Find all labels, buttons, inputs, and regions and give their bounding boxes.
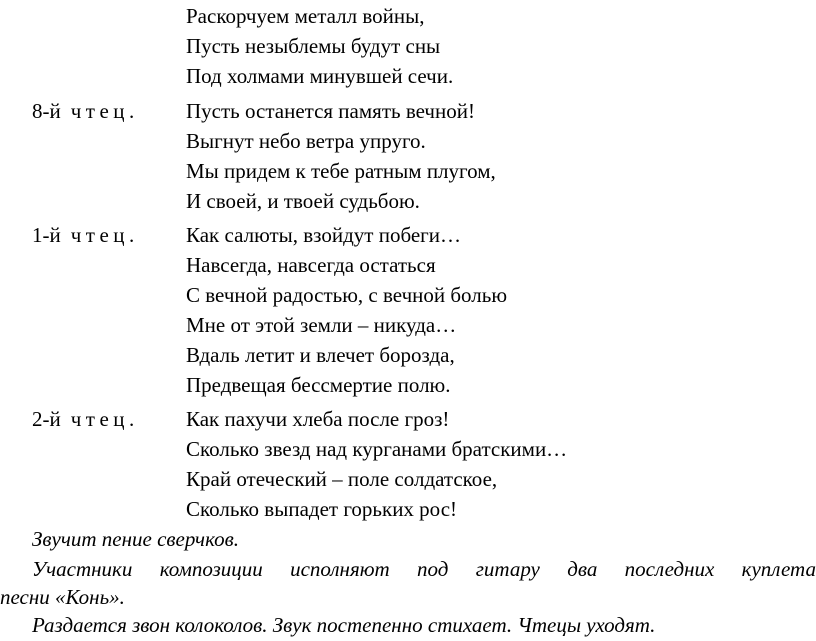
verse-line: Выгнут небо ветра упруго. (186, 129, 426, 153)
stage-word: куплета (741, 557, 816, 581)
speaker-number: 2-й (32, 407, 61, 431)
stage-direction-bells: Раздается звон колоколов. Звук постепенно стихает. Чтецы уходят. (32, 613, 656, 637)
stage-word: гитару (475, 557, 540, 581)
speaker-role: чтец. (70, 223, 139, 247)
stage-word: Участники (32, 557, 133, 581)
verse-line: Сколько выпадет горьких рос! (186, 497, 458, 521)
verse-line: С вечной радостью, с вечной болью (186, 283, 508, 307)
stage-word: исполняют (290, 557, 390, 581)
verse-line: Край отеческий – поле солдатское, (186, 467, 498, 491)
verse-line: Как пахучи хлеба после гроз! (186, 407, 450, 431)
verse-line: Навсегда, навсегда остаться (186, 253, 436, 277)
verse-line: Пусть незыблемы будут сны (186, 34, 441, 58)
verse-line: Как салюты, взойдут побеги… (186, 223, 462, 247)
verse-line: Мне от этой земли – никуда… (186, 313, 457, 337)
speaker-number: 1-й (32, 223, 61, 247)
verse-line: Пусть останется память вечной! (186, 99, 475, 123)
speaker-label (32, 96, 139, 126)
stage-word: композиции (159, 557, 263, 581)
speaker-label (32, 220, 139, 250)
stage-direction-guitar-cont: песни «Конь». (0, 585, 125, 609)
verse-line: Под холмами минувшей сечи. (186, 64, 454, 88)
speaker-number: 8-й (32, 99, 61, 123)
verse-line: Мы придем к тебе ратным плугом, (186, 159, 496, 183)
speaker-role: чтец. (70, 99, 139, 123)
verse-line: Раскорчуем металл войны, (186, 4, 425, 28)
stage-word: под (417, 557, 449, 581)
speaker-label (32, 404, 139, 434)
stage-word: последних (624, 557, 715, 581)
verse-line: Предвещая бессмертие полю. (186, 373, 451, 397)
stage-word: два (567, 557, 598, 581)
verse-line: И своей, и твоей судьбою. (186, 189, 420, 213)
stage-direction-guitar (32, 554, 816, 584)
stage-direction-crickets: Звучит пение сверчков. (32, 527, 239, 551)
verse-line: Сколько звезд над курганами братскими… (186, 437, 568, 461)
verse-line: Вдаль летит и влечет борозда, (186, 343, 455, 367)
speaker-role: чтец. (70, 407, 139, 431)
